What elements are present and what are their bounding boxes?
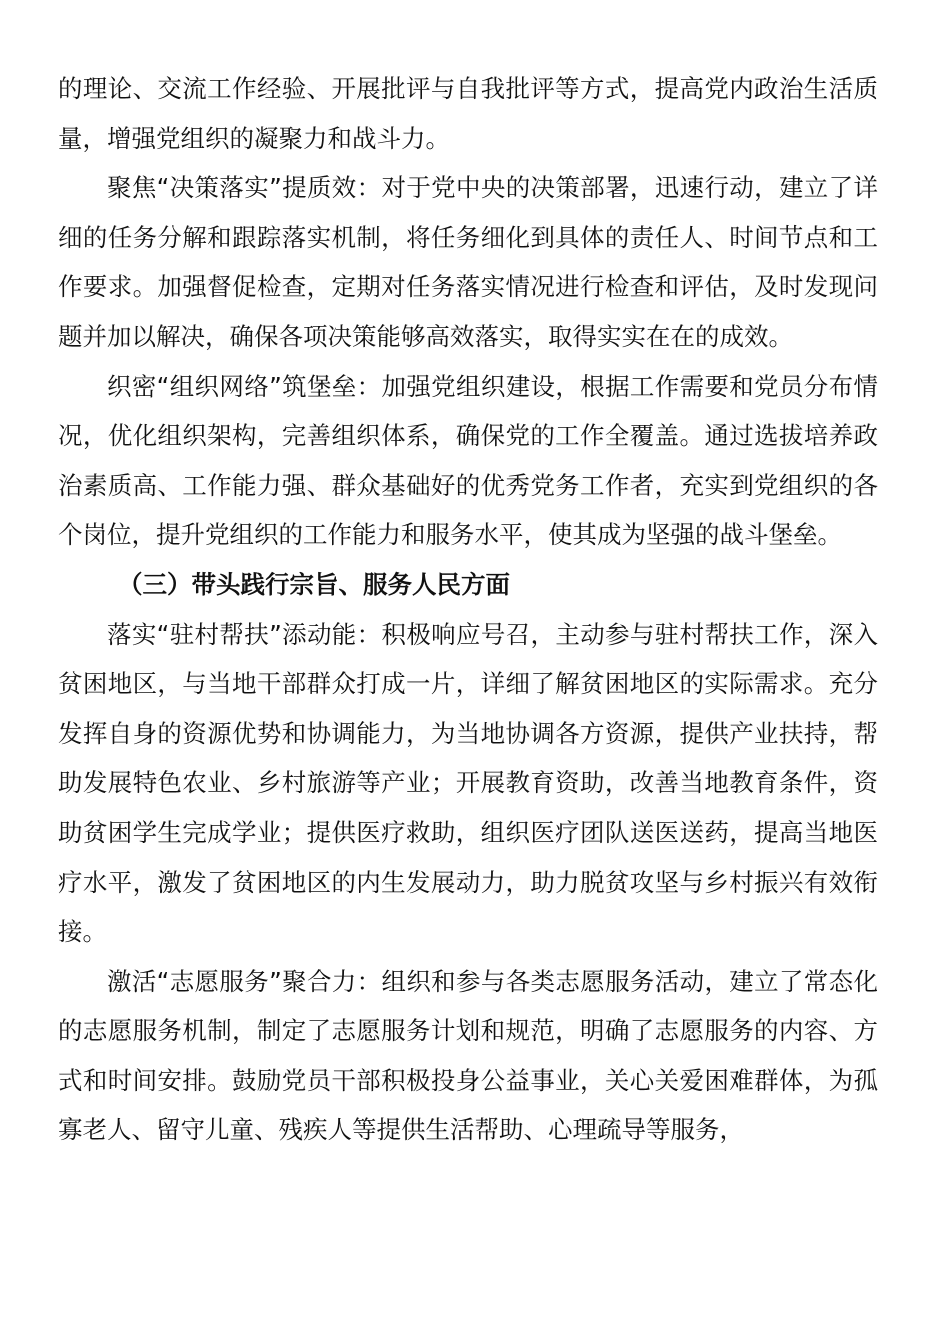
section-heading: （三）带头践行宗旨、服务人民方面 (118, 569, 510, 599)
document-page (58, 64, 878, 1155)
paragraph-continuation: 的理论、交流工作经验、开展批评与自我批评等方式，提高党内政治生活质量，增强党组织的凝聚力和战斗力。 (58, 74, 878, 153)
paragraph-decision-implementation: 聚焦“决策落实”提质效：对于党中央的决策部署，迅速行动，建立了详细的任务分解和跟踪落实机制，将任务细化到具体的责任人、时间节点和工作要求。加强督促检查，定期对任务落实情况进行检查和评估，及时发现问题并加以解决，确保各项决策能够高效落实，取得实实在在的成效。 (58, 173, 878, 351)
paragraph-volunteer-service: 激活“志愿服务”聚合力：组织和参与各类志愿服务活动，建立了常态化的志愿服务机制，制定了志愿服务计划和规范，明确了志愿服务的内容、方式和时间安排。鼓励党员干部积极投身公益事业，关心关爱困难群体，为孤寡老人、留守儿童、残疾人等提供生活帮助、心理疏导等服务， (58, 966, 878, 1145)
paragraph-village-assistance: 落实“驻村帮扶”添动能：积极响应号召，主动参与驻村帮扶工作，深入贫困地区，与当地干部群众打成一片，详细了解贫困地区的实际需求。充分发挥自身的资源优势和协调能力，为当地协调各方资源，提供产业扶持，帮助发展特色农业、乡村旅游等产业；开展教育资助，改善当地教育条件，资助贫困学生完成学业；提供医疗救助，组织医疗团队送医送药，提高当地医疗水平，激发了贫困地区的内生发展动力，助力脱贫攻坚与乡村振兴有效衔接。 (58, 619, 878, 947)
paragraph-organization-network: 织密“组织网络”筑堡垒：加强党组织建设，根据工作需要和党员分布情况，优化组织架构，完善组织体系，确保党的工作全覆盖。通过选拔培养政治素质高、工作能力强、群众基础好的优秀党务工作者，充实到党组织的各个岗位，提升党组织的工作能力和服务水平，使其成为坚强的战斗堡垒。 (58, 371, 878, 550)
